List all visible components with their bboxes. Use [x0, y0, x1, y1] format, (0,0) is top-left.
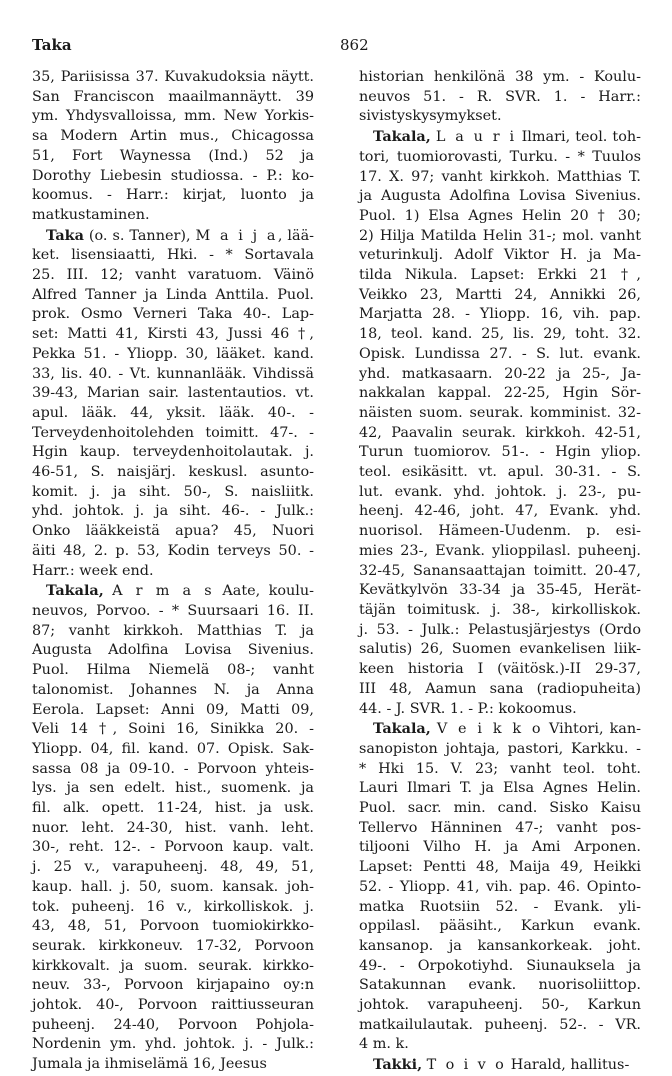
- text-line: [359, 443, 641, 463]
- text-line: [32, 740, 314, 760]
- text-line: [32, 858, 314, 878]
- text-line: [32, 522, 314, 542]
- text-line: [32, 937, 314, 957]
- text-line: [359, 246, 641, 266]
- line-text: prok. Osmo Verneri Taka 40-. Lap-: [32, 306, 314, 323]
- line-text: San Franciscon maailmannäytt. 39: [32, 88, 314, 105]
- text-line: [32, 266, 314, 286]
- text-line: [32, 581, 314, 602]
- line-text: Onko lääkkeistä apua? 45, Nuori: [32, 523, 314, 540]
- text-line: [32, 463, 314, 483]
- line-text: 87; vanht kirkkoh. Matthias T. ja: [32, 622, 314, 639]
- text-line: [359, 483, 641, 503]
- text-line: [32, 226, 314, 247]
- line-text: 18, teol. kand. 25, lis. 29, toht. 32.: [359, 326, 641, 343]
- line-text: historian henkilönä 38 ym. - Koulu-: [359, 69, 641, 85]
- line-text: neuvos 51. - R. SVR. 1. - Harr.:: [359, 88, 641, 105]
- line-text: Turun tuomiorov. 51-. - Hgin yliop.: [359, 444, 641, 461]
- line-text: Hgin kaup. terveydenhoitolautak. j.: [32, 444, 314, 461]
- entry-given-name: M a i j a: [195, 227, 278, 244]
- line-text: 51, Fort Waynessa (Ind.) 52 ja: [32, 147, 314, 164]
- text-line: [32, 305, 314, 325]
- text-line: [359, 581, 641, 601]
- text-line: [32, 424, 314, 444]
- line-text: sivistyskysymykset.: [359, 108, 502, 125]
- line-text: ym. Yhdysvalloissa, mm. New Yorkis-: [32, 108, 314, 125]
- text-line: [359, 680, 641, 700]
- line-text: yhd. johtok. j. ja siht. 46-. - Julk.:: [32, 503, 314, 520]
- line-text: fil. alk. opett. 11-24, hist. ja usk.: [32, 800, 314, 817]
- line-text: nakkalan kappal. 22-25, Hgin Sör-: [359, 385, 641, 402]
- text-line: [32, 107, 314, 127]
- line-text: (o. s. Tanner),: [88, 227, 191, 244]
- text-line: [32, 246, 314, 266]
- text-line: [359, 463, 641, 483]
- text-line: [32, 286, 314, 306]
- line-text: apul. lääk. 44, yksit. lääk. 40-. -: [32, 404, 314, 421]
- left-column: [32, 68, 314, 1075]
- text-line: [32, 542, 314, 562]
- line-text: 52. - Yliopp. 41, vih. pap. 46. Opinto-: [359, 878, 641, 895]
- text-line: [359, 424, 641, 444]
- text-line: [359, 779, 641, 799]
- text-line: [359, 937, 641, 957]
- text-line: [359, 325, 641, 345]
- line-text: 17. X. 97; vanht kirkkoh. Matthias T.: [359, 168, 641, 185]
- line-text: 49-. - Orpokotiyhd. Siunauksela ja: [359, 957, 641, 974]
- text-line: [32, 838, 314, 858]
- text-line: [359, 187, 641, 207]
- line-text: matka Ruotsiin 52. - Evank. yli-: [359, 898, 641, 915]
- line-text: Kevätkylvön 33-34 ja 35-45, Herät-: [359, 582, 641, 599]
- text-line: [32, 345, 314, 365]
- text-line: [359, 621, 641, 641]
- text-line: [359, 502, 641, 522]
- entry-given-name: L a u r i: [435, 129, 517, 146]
- text-line: [359, 838, 641, 858]
- line-text: kansanop. ja kansankorkeak. joht.: [359, 937, 641, 954]
- entry-surname: Taka: [46, 226, 84, 244]
- line-text: lut. evank. yhd. johtok. j. 23-, pu-: [359, 483, 641, 500]
- text-line: [359, 88, 641, 108]
- line-text: 39-43, Marian sair. lastentautios. vt.: [32, 385, 314, 402]
- line-text: komit. j. ja siht. 50-, S. naisliitk.: [32, 483, 314, 500]
- text-line: [359, 562, 641, 582]
- line-text: j. 25 v., varapuheenj. 48, 49, 51,: [32, 859, 314, 876]
- text-line: [32, 127, 314, 147]
- text-line: [359, 976, 641, 996]
- text-line: [32, 404, 314, 424]
- line-text: 32-45, Sanansaattajan toimitt. 20-47,: [359, 562, 641, 579]
- text-line: [359, 957, 641, 977]
- text-line: [32, 701, 314, 721]
- line-text: Nordenin ym. yhd. johtok. j. - Julk.:: [32, 1036, 314, 1053]
- text-line: [32, 88, 314, 108]
- line-text: Alfred Tanner ja Linda Anttila. Puol.: [32, 286, 314, 303]
- line-text: Terveydenhoitolehden toimitt. 47-. -: [32, 424, 314, 441]
- text-line: [359, 148, 641, 168]
- text-line: [359, 1055, 641, 1076]
- text-line: [32, 976, 314, 996]
- line-text: Jumala ja ihmiselämä 16, Jeesus: [32, 1056, 267, 1073]
- text-line: [32, 443, 314, 463]
- line-text: mies 23-, Evank. ylioppilasl. puheenj.: [359, 542, 641, 559]
- line-text: Dorothy Liebesin studiossa. - P.: ko-: [32, 167, 314, 184]
- entry-surname: Takala,: [373, 128, 431, 146]
- line-text: sanopiston johtaja, pastori, Karkku. -: [359, 740, 641, 757]
- text-line: [359, 1035, 641, 1055]
- text-line: [32, 779, 314, 799]
- line-text: * Hki 15. V. 23; vanht teol. toht.: [359, 760, 641, 777]
- line-text: veturinkulj. Adolf Viktor H. ja Ma-: [359, 247, 641, 264]
- text-line: [359, 996, 641, 1016]
- line-text: salutis) 26, Suomen evankelisen liik-: [359, 641, 641, 658]
- text-line: [32, 760, 314, 780]
- text-line: [32, 720, 314, 740]
- line-text: 4 m. k.: [359, 1036, 409, 1053]
- line-text: 30-, reht. 12-. - Porvoon kaup. valt.: [32, 839, 314, 856]
- text-line: [359, 640, 641, 660]
- line-text: Lapset: Pentti 48, Maija 49, Heikki: [359, 859, 641, 876]
- line-text: neuvos, Porvoo. - * Suursaari 16. II.: [32, 602, 314, 619]
- text-line: [359, 168, 641, 188]
- line-text: tori, tuomiorovasti, Turku. - * Tuulos: [359, 148, 641, 165]
- text-line: [359, 719, 641, 740]
- text-line: [359, 404, 641, 424]
- text-line: [359, 700, 641, 720]
- page-header: [32, 36, 642, 56]
- line-text: Tellervo Hänninen 47-; vanht pos-: [359, 819, 641, 836]
- line-text: Aate, koulu-: [222, 583, 314, 600]
- line-text: Augusta Adolfina Lovisa Sivenius.: [32, 642, 314, 659]
- line-text: Ilmari, teol. toh-: [521, 129, 642, 146]
- line-text: Veli 14 †, Soini 16, Sinikka 20. -: [32, 721, 314, 738]
- text-line: [32, 819, 314, 839]
- text-line: [359, 365, 641, 385]
- text-line: [359, 858, 641, 878]
- line-text: tiljooni Vilho H. ja Ami Arponen.: [359, 839, 641, 856]
- line-text: kaup. hall. j. 50, suom. kansak. joh-: [32, 878, 314, 895]
- line-text: set: Matti 41, Kirsti 43, Jussi 46 †,: [32, 326, 314, 343]
- text-line: [32, 898, 314, 918]
- line-text: seurak. kirkkoneuv. 17-32, Porvoon: [32, 937, 314, 954]
- text-line: [32, 384, 314, 404]
- line-text: keen historia I (väitösk.)-II 29-37,: [359, 661, 641, 678]
- text-line: [32, 996, 314, 1016]
- line-text: heenj. 42-46, joht. 47, Evank. yhd.: [359, 503, 641, 520]
- line-text: ket. lisensiaatti, Hki. - * Sortavala: [32, 247, 314, 264]
- text-line: [359, 660, 641, 680]
- line-text: Harr.: week end.: [32, 562, 154, 579]
- line-text: 46-51, S. naisjärj. keskusl. asunto-: [32, 464, 314, 481]
- entry-surname: Takki,: [373, 1056, 423, 1074]
- text-line: [359, 819, 641, 839]
- line-text: puheenj. 24-40, Porvoon Pohjola-: [32, 1016, 314, 1033]
- right-column: [359, 68, 641, 1076]
- text-line: [32, 917, 314, 937]
- line-text: Marjatta 28. - Yliopp. 16, vih. pap.: [359, 306, 641, 323]
- text-line: [32, 661, 314, 681]
- text-line: [32, 799, 314, 819]
- text-line: [359, 68, 641, 88]
- entry-surname: Takala,: [46, 582, 104, 600]
- page-number: 862: [340, 36, 369, 54]
- line-text: johtok. 40-, Porvoon raittiusseuran: [32, 997, 314, 1014]
- line-text: Pekka 51. - Yliopp. 30, lääket. kand.: [32, 345, 314, 362]
- line-text: sa Modern Artin mus., Chicagossa: [32, 128, 314, 145]
- entry-surname: Takala,: [373, 720, 431, 738]
- line-text: matkailulautak. puheenj. 52-. - VR.: [359, 1016, 641, 1033]
- text-line: [359, 917, 641, 937]
- line-text: Satakunnan evank. nuorisoliittop.: [359, 977, 641, 994]
- line-text: yhd. matkasaarn. 20-22 ja 25-, Ja-: [359, 365, 641, 382]
- entry-given-name: V e i k k o: [436, 721, 543, 738]
- text-line: [359, 740, 641, 760]
- line-text: lys. ja sen edelt. hist., suomenk. ja: [32, 780, 314, 797]
- line-text: 25. III. 12; vanht varatuom. Väinö: [32, 267, 314, 284]
- text-line: [32, 622, 314, 642]
- text-line: [32, 325, 314, 345]
- text-line: [359, 542, 641, 562]
- line-text: Puol. sacr. min. cand. Sisko Kaisu: [359, 800, 641, 817]
- line-text: Puol. Hilma Niemelä 08-; vanht: [32, 662, 314, 679]
- text-line: [32, 1016, 314, 1036]
- line-text: nuorisol. Hämeen-Uudenm. p. esi-: [359, 523, 641, 540]
- line-text: ja Augusta Adolfina Lovisa Sivenius.: [359, 188, 641, 205]
- text-line: [32, 68, 314, 88]
- text-line: [32, 206, 314, 226]
- line-text: 35, Pariisissa 37. Kuvakudoksia näytt.: [32, 69, 314, 85]
- line-text: j. 53. - Julk.: Pelastusjärjestys (Ordo: [359, 621, 641, 638]
- line-text: näisten suom. seurak. komminist. 32-: [359, 404, 641, 421]
- text-line: [359, 345, 641, 365]
- line-text: sassa 08 ja 09-10. - Porvoon yhteis-: [32, 760, 314, 777]
- line-text: 42, Paavalin seurak. kirkkoh. 42-51,: [359, 424, 641, 441]
- text-line: [359, 227, 641, 247]
- line-text: Eerola. Lapset: Anni 09, Matti 09,: [32, 701, 314, 718]
- entry-given-name: A r m a s: [112, 583, 215, 600]
- line-text: johtok. varapuheenj. 50-, Karkun: [359, 997, 641, 1014]
- line-text: tok. puheenj. 16 v., kirkolliskok. j.: [32, 898, 314, 915]
- text-line: [32, 147, 314, 167]
- line-text: Veikko 23, Martti 24, Annikki 26,: [359, 286, 641, 303]
- text-line: [32, 167, 314, 187]
- text-line: [32, 502, 314, 522]
- line-text: Vihtori, kan-: [549, 721, 642, 738]
- line-text: neuv. 33-, Porvoon kirjapaino oy:n: [32, 977, 314, 994]
- line-text: tilda Nikula. Lapset: Erkki 21 †,: [359, 267, 641, 284]
- text-line: [359, 601, 641, 621]
- text-line: [359, 305, 641, 325]
- line-text: oppilasl. pääsiht., Karkun evank.: [359, 918, 641, 935]
- line-text: Lauri Ilmari T. ja Elsa Agnes Helin.: [359, 780, 641, 797]
- line-text: 43, 48, 51, Porvoon tuomiokirkko-: [32, 918, 314, 935]
- line-text: , lää-: [277, 227, 315, 244]
- text-line: [359, 384, 641, 404]
- text-line: [32, 602, 314, 622]
- text-line: [32, 1055, 314, 1075]
- line-text: Yliopp. 04, fil. kand. 07. Opisk. Sak-: [32, 740, 314, 757]
- line-text: koomus. - Harr.: kirjat, luonto ja: [32, 187, 314, 204]
- text-line: [359, 127, 641, 148]
- line-text: täjän toimitusk. j. 38-, kirkolliskok.: [359, 601, 641, 618]
- text-line: [32, 365, 314, 385]
- line-text: matkustaminen.: [32, 206, 150, 223]
- text-line: [359, 522, 641, 542]
- line-text: Opisk. Lundissa 27. - S. lut. evank.: [359, 345, 641, 362]
- line-text: kirkkovalt. ja suom. seurak. kirkko-: [32, 957, 314, 974]
- line-text: nuor. leht. 24-30, hist. vanh. leht.: [32, 819, 314, 836]
- text-line: [32, 562, 314, 582]
- text-line: [32, 483, 314, 503]
- line-text: äiti 48, 2. p. 53, Kodin terveys 50. -: [32, 542, 314, 559]
- line-text: Puol. 1) Elsa Agnes Helin 20 † 30;: [359, 207, 641, 224]
- line-text: 44. - J. SVR. 1. - P.: kokoomus.: [359, 700, 577, 717]
- entry-given-name: T o i v o: [426, 1057, 507, 1074]
- text-line: [359, 760, 641, 780]
- line-text: Harald, hallitus-: [510, 1057, 630, 1074]
- text-line: [32, 957, 314, 977]
- text-line: [359, 207, 641, 227]
- text-line: [32, 681, 314, 701]
- running-head: Taka: [32, 36, 72, 54]
- text-line: [359, 286, 641, 306]
- text-line: [32, 186, 314, 206]
- line-text: teol. esikäsitt. vt. apul. 30-31. - S.: [359, 464, 641, 481]
- line-text: III 48, Aamun sana (radiopuheita): [359, 680, 641, 697]
- text-line: [359, 799, 641, 819]
- line-text: 33, lis. 40. - Vt. kunnanlääk. Vihdissä: [32, 365, 314, 382]
- text-line: [359, 107, 641, 127]
- line-text: 2) Hilja Matilda Helin 31-; mol. vanht: [359, 227, 641, 244]
- text-line: [359, 878, 641, 898]
- text-line: [359, 898, 641, 918]
- text-line: [32, 1035, 314, 1055]
- text-line: [359, 266, 641, 286]
- line-text: talonomist. Johannes N. ja Anna: [32, 681, 314, 698]
- text-line: [359, 1016, 641, 1036]
- text-line: [32, 878, 314, 898]
- text-line: [32, 641, 314, 661]
